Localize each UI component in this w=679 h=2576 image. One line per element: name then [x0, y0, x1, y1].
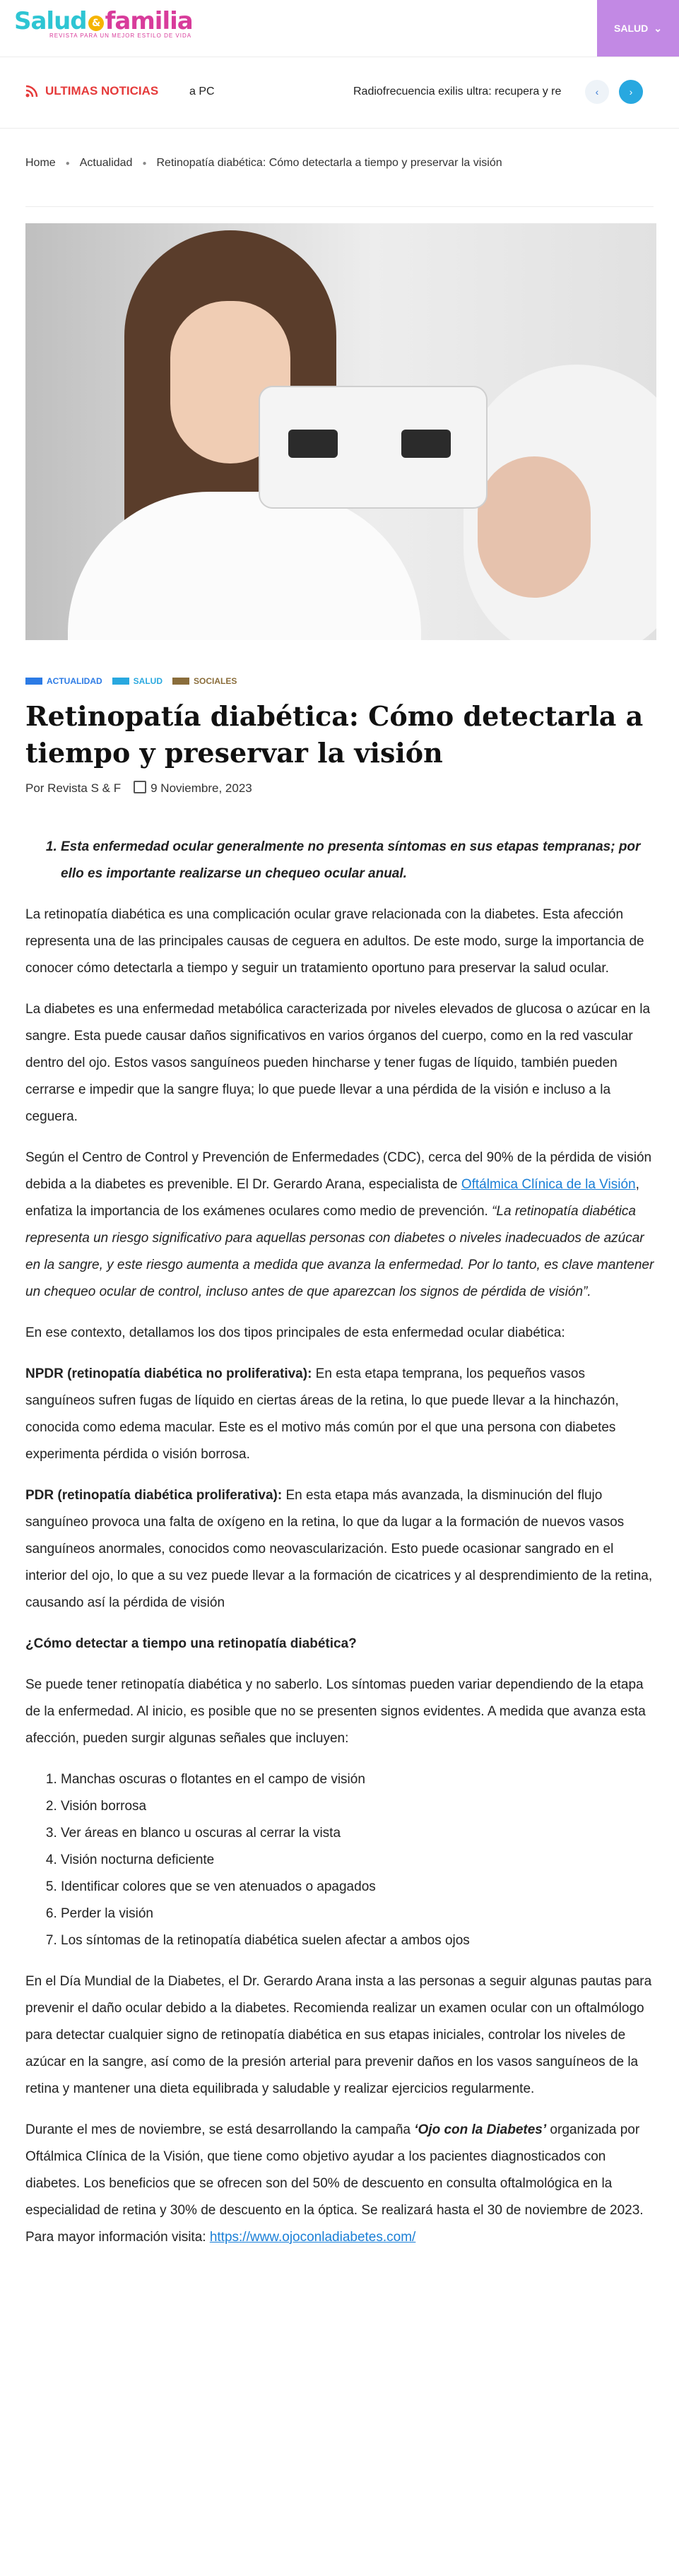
- article-intro: 1. Esta enfermedad ocular generalmente no presenta síntomas en sus etapas tempranas; por ello es importante realizarse un chequeo ocular anual.: [61, 834, 656, 887]
- paragraph-text: , enfatiza la importancia de los exámenes oculares como medio de prevención.: [25, 1177, 639, 1219]
- category-tags: [25, 676, 237, 686]
- paragraph-text: Durante el mes de noviembre, se está desarrollando la campaña: [25, 2122, 415, 2137]
- article-paragraph: En el Día Mundial de la Diabetes, el Dr. Gerardo Arana insta a las personas a seguir algunas pautas para prevenir el daño ocular debido a la diabetes. Recomienda realizar un examen ocular con un oftalmólogo para detectar cualquier signo de retinopatía diabética en sus etapas iniciales, controlar los niveles de azúcar en la sangre, así como de la presión arterial para prevenir daños en los vasos sanguíneos de la retina y mantener una dieta equilibrada y saludable y realizar ejercicios regularmente.: [25, 1974, 652, 2096]
- article-paragraph: La retinopatía diabética es una complicación ocular grave relacionada con la diabetes. Esta afección representa una de las principales causas de ceguera en adultos. De este modo, surge la importancia de conocer cómo detectarla a tiempo y seguir un tratamiento oportuno para preservar la salud ocular.: [25, 907, 644, 976]
- logo-text-familia: familia: [105, 7, 193, 35]
- list-item: 7. Los síntomas de la retinopatía diabética suelen afectar a ambos ojos: [61, 1927, 656, 1954]
- chevron-down-icon: ⌄: [654, 22, 662, 34]
- article-paragraph: [25, 1482, 656, 1617]
- category-label: SOCIALES: [194, 676, 237, 686]
- ticker-next-button[interactable]: [619, 80, 643, 104]
- category-color-swatch: [172, 678, 189, 685]
- paragraph-text: organizada por Oftálmica Clínica de la Visión, que tiene como objetivo ayudar a los pacientes diagnosticados con diabetes. Los beneficios que se ofrecen son del 50% de descuento en consulta oftalmológica en la especialidad de retina y 30% de descuento en la óptica. Se realizará hasta el 30 de noviembre de 2023. Para mayor información visita:: [25, 2122, 644, 2245]
- list-item: 2. Visión borrosa: [61, 1793, 656, 1820]
- article-date-wrap: [134, 781, 252, 796]
- breadcrumb-current: Retinopatía diabética: Cómo detectarla a tiempo y preservar la visión: [156, 157, 502, 169]
- doctor-quote: “La retinopatía diabética representa un riesgo significativo para aquellas personas con diabetes o niveles inadecuados de azúcar en la sangre, y este riesgo aumenta a medida que avanza la enfermedad. Por lo tanto, es clave mantener un chequeo ocular de control, incluso antes de que aparezcan los signos de pérdida de visión”.: [25, 1204, 654, 1299]
- article-title: Retinopatía diabética: Cómo detectarla a tiempo y preservar la visión: [25, 700, 644, 769]
- pdr-label: PDR (retinopatía diabética proliferativa):: [25, 1488, 283, 1503]
- chevron-right-icon: ›: [629, 86, 633, 98]
- featured-image: [25, 223, 656, 640]
- category-label: SALUD: [133, 676, 163, 686]
- breadcrumb-actualidad[interactable]: Actualidad: [79, 157, 133, 169]
- news-ticker: [0, 57, 679, 129]
- calendar-icon: [134, 781, 146, 793]
- article-intro-list: [25, 834, 656, 887]
- article-paragraph: En ese contexto, detallamos los dos tipos principales de esta enfermedad ocular diabética:: [25, 1325, 565, 1340]
- article-meta: [25, 781, 252, 796]
- campaign-link[interactable]: https://www.ojoconladiabetes.com/: [209, 2230, 416, 2245]
- site-logo[interactable]: [14, 7, 193, 39]
- article-subheading: ¿Cómo detectar a tiempo una retinopatía diabética?: [25, 1636, 357, 1651]
- breadcrumb-separator-icon: ●: [142, 159, 147, 167]
- article-date: 9 Noviembre, 2023: [150, 781, 252, 795]
- chevron-left-icon: ‹: [595, 86, 599, 98]
- campaign-name: ‘Ojo con la Diabetes’: [414, 2122, 547, 2137]
- breadcrumb: [25, 129, 654, 207]
- rss-icon: [25, 85, 38, 98]
- clinic-link[interactable]: Oftálmica Clínica de la Visión: [461, 1177, 636, 1192]
- ticker-current-headline[interactable]: Radiofrecuencia exilis ultra: recupera y re: [353, 85, 562, 98]
- article-paragraph: [25, 1361, 656, 1468]
- breadcrumb-separator-icon: ●: [65, 159, 70, 167]
- list-item: 1. Manchas oscuras o flotantes en el campo de visión: [61, 1766, 656, 1793]
- article-paragraph: Se puede tener retinopatía diabética y no saberlo. Los síntomas pueden variar dependiendo de la etapa de la enfermedad. Al inicio, es posible que no se presenten signos evidentes. A medida que avanza esta afección, pueden surgir algunas señales que incluyen:: [25, 1677, 646, 1746]
- ticker-label: [25, 84, 158, 98]
- logo-text-salud: Salud: [14, 7, 87, 35]
- npdr-text: En esta etapa temprana, los pequeños vasos sanguíneos sufren fugas de líquido en ciertas áreas de la retina, lo que puede llevar a la hinchazón, conocida como edema macular. Este es el motivo más común por el que una persona con diabetes experimenta pérdida o visión borrosa.: [25, 1366, 619, 1462]
- category-salud[interactable]: [112, 676, 163, 686]
- list-item: 6. Perder la visión: [61, 1901, 656, 1927]
- breadcrumb-home[interactable]: Home: [25, 157, 56, 169]
- nav-menu-salud[interactable]: [597, 0, 679, 57]
- logo-tagline: REVISTA PARA UN MEJOR ESTILO DE VIDA: [49, 33, 192, 39]
- article-paragraph: [25, 2117, 656, 2251]
- article-paragraph: La diabetes es una enfermedad metabólica caracterizada por niveles elevados de glucosa o azúcar en la sangre. Esta puede causar daños significativos en varios órganos del cuerpo, como en la red vascular dentro del ojo. Estos vasos sanguíneos pueden hincharse y tener fugas de líquido, también pueden cerrarse e impedir que la sangre fluya; lo que puede llevar a una pérdida de la visión e incluso a la ceguera.: [25, 1002, 651, 1124]
- list-item: 3. Ver áreas en blanco u oscuras al cerrar la vista: [61, 1820, 656, 1847]
- category-color-swatch: [112, 678, 129, 685]
- category-sociales[interactable]: [172, 676, 237, 686]
- category-color-swatch: [25, 678, 42, 685]
- list-item: 5. Identificar colores que se ven atenuados o apagados: [61, 1874, 656, 1901]
- ticker-prev-button[interactable]: [585, 80, 609, 104]
- ticker-label-text: ULTIMAS NOTICIAS: [45, 84, 159, 98]
- category-actualidad[interactable]: [25, 676, 102, 686]
- article-author[interactable]: Por Revista S & F: [25, 781, 122, 795]
- list-item: 4. Visión nocturna deficiente: [61, 1847, 656, 1874]
- article-body: [25, 834, 656, 2265]
- site-header: [0, 0, 679, 57]
- article-paragraph: [25, 1145, 656, 1306]
- nav-menu-salud-label: SALUD: [614, 23, 649, 34]
- logo-ampersand: &: [88, 16, 104, 31]
- symptom-list: [25, 1766, 656, 1954]
- paragraph-text: Según el Centro de Control y Prevención de Enfermedades (CDC), cerca del 90% de la pérdida de visión debida a la diabetes es prevenible. El Dr. Gerardo Arana, especialista de: [25, 1150, 652, 1192]
- category-label: ACTUALIDAD: [47, 676, 102, 686]
- ticker-prev-headline[interactable]: a PC: [189, 85, 215, 98]
- npdr-label: NPDR (retinopatía diabética no proliferativa):: [25, 1366, 312, 1381]
- pdr-text: En esta etapa más avanzada, la disminución del flujo sanguíneo provoca una falta de oxígeno en la retina, lo que da lugar a la formación de nuevos vasos sanguíneos anormales, conocidos como neovascularización. Esto puede ocasionar sangrado en el interior del ojo, lo que a su vez puede llevar a la formación de cicatrices y al desprendimiento de la retina, causando así la pérdida de visión: [25, 1488, 653, 1610]
